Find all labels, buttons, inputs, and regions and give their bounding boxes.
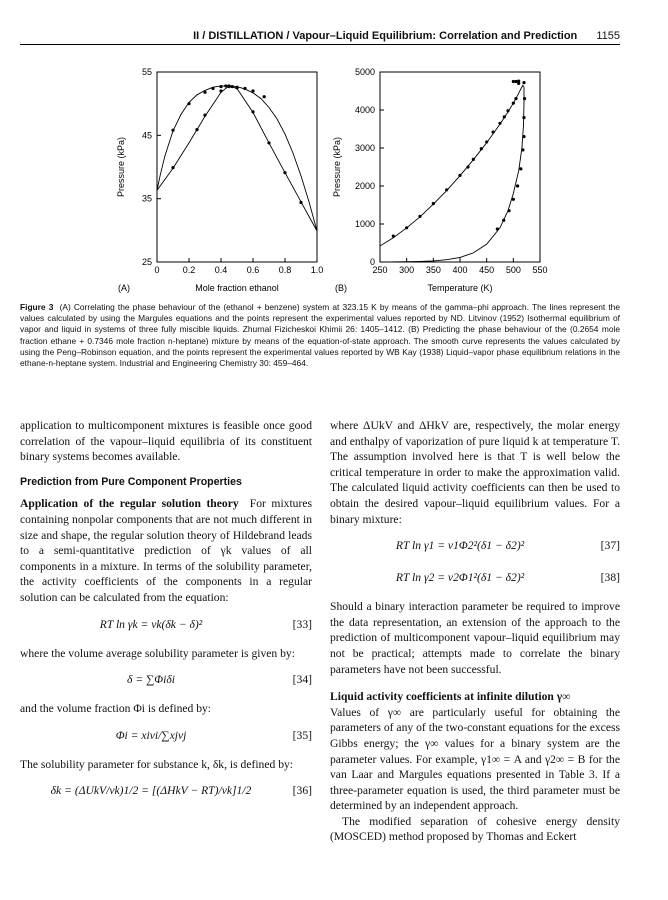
data-point	[512, 198, 515, 201]
data-point	[187, 102, 190, 105]
equation-38	[330, 567, 620, 591]
equation-34	[20, 669, 312, 693]
x-tick-label: 0	[154, 265, 160, 275]
x-tick-label: 0.8	[278, 265, 292, 275]
series-line	[157, 86, 317, 231]
x-tick-label: 0.2	[182, 265, 196, 275]
panel-b-label: (B)	[335, 283, 347, 293]
panel-a-frame	[157, 72, 317, 262]
paragraph-infinite-dilution: Values of γ∞ are particularly useful for obtaining the parameters of any of the two-constant equations for the excess Gibbs energy; the γ∞ values for a binary system are the parameter values. For example, γ1∞ = A and γ2∞ = B for the van Laar and Margules equations presented in Table 3. If a three-parameter equation is used, the third parameter must be determined by an independent approach.	[330, 705, 620, 813]
equation-35-number: [35]	[292, 728, 312, 742]
data-point	[517, 80, 520, 83]
data-point	[521, 148, 524, 151]
left-column	[20, 418, 312, 812]
data-point	[267, 141, 270, 144]
y-tick-label: 3000	[354, 143, 375, 153]
series-line	[157, 86, 317, 231]
data-point	[171, 166, 174, 169]
equation-37-expr: RT ln γ1 = ν1Φ2²(δ1 − δ2)²	[395, 539, 525, 553]
data-point	[485, 140, 488, 143]
data-point	[235, 86, 238, 89]
data-point	[263, 95, 266, 98]
data-point	[392, 235, 395, 238]
equation-35-expr: Φi = xiνi/∑xjνj	[115, 728, 187, 742]
data-point	[243, 87, 246, 90]
data-point	[514, 97, 517, 100]
data-point	[211, 87, 214, 90]
equation-37-number: [37]	[600, 539, 620, 553]
data-point	[219, 89, 222, 92]
equation-36-expr: δk = (ΔUkV/νk)1/2 = [(ΔHkV − RT)/νk]1/2	[50, 784, 252, 798]
equation-36	[20, 780, 312, 804]
paragraph-intro: application to multicomponent mixtures is feasible once good correlation of the vapour–liquid equilibria of its constituent binary systems becomes available.	[20, 419, 312, 464]
data-point	[491, 130, 494, 133]
runin-regular-solution: Application of the regular solution theory	[20, 497, 239, 511]
data-point	[171, 129, 174, 132]
data-point	[203, 91, 206, 94]
data-point	[519, 167, 522, 170]
series-line	[380, 85, 524, 262]
data-point	[466, 165, 469, 168]
panel-b-xlabel: Temperature (K)	[427, 283, 493, 293]
data-point	[502, 219, 505, 222]
equation-34-number: [34]	[292, 673, 312, 687]
data-point	[458, 174, 461, 177]
paragraph-volume-fraction: and the volume fraction Φi is defined by:	[20, 702, 212, 716]
x-tick-label: 350	[425, 265, 441, 275]
data-point	[445, 188, 448, 191]
y-tick-label: 2000	[354, 181, 375, 191]
data-point	[418, 215, 421, 218]
y-tick-label: 0	[369, 257, 375, 267]
y-tick-label: 4000	[354, 105, 375, 115]
paragraph-where-delta: where the volume average solubility parameter is given by:	[20, 646, 295, 660]
equation-34-expr: δ = ∑Φiδi	[127, 673, 175, 687]
data-point	[432, 202, 435, 205]
x-tick-label: 250	[372, 265, 388, 275]
caption-text: (A) Correlating the phase behaviour of the (ethanol + benzene) system at 323.15 K by means of the gamma–phi approach. The lines represent the values calculated by using the Margules equations and the points represent the experimental values reported by ND. Litvinov (1952) Isothermal equilibrium of vapor and liquid in systems of three fully miscible liquids. Zhurnal Fizicheskoi Khimii 26: 1405–1412. (B) Predicting the phase behaviour of the (0.2654 mole fraction ethane + 0.7346 mole fraction n-heptane) mixture by means of the equation-of-state approach. The smooth curve represents the values calculated by using the Peng–Robinson equation, and the points represent the experimental values reported by WB Kay (1938) Liquid–vapor phase equilibrium relations in the ethane-n-heptane system. Industrial and Engineering Chemistry 30: 459–464.	[20, 302, 620, 369]
data-point	[512, 102, 515, 105]
panel-a	[116, 67, 323, 293]
equation-38-number: [38]	[600, 571, 620, 585]
data-point	[299, 201, 302, 204]
y-tick-label: 45	[141, 130, 152, 141]
x-tick-label: 0.6	[246, 265, 260, 275]
equation-33-number: [33]	[292, 617, 312, 631]
data-point	[496, 227, 499, 230]
section-heading: Prediction from Pure Component Properties	[20, 475, 242, 488]
data-point	[480, 147, 483, 150]
data-point	[506, 109, 509, 112]
data-point	[522, 81, 525, 84]
data-point	[472, 158, 475, 161]
data-point	[231, 85, 234, 88]
panel-b-frame	[380, 72, 540, 262]
x-tick-label: 450	[479, 265, 495, 275]
page-number: 1155	[596, 30, 620, 42]
panel-a-ylabel: Pressure (kPa)	[116, 136, 126, 198]
x-tick-label: 300	[399, 265, 415, 275]
data-point	[522, 116, 525, 119]
data-point	[283, 171, 286, 174]
data-point	[498, 122, 501, 125]
data-point	[251, 89, 254, 92]
y-tick-label: 55	[141, 67, 152, 77]
data-point	[405, 226, 408, 229]
equation-36-number: [36]	[292, 784, 312, 798]
equation-33-expr: RT ln γk = νk(δk − δ)²	[99, 617, 203, 631]
panel-a-label: (A)	[118, 283, 130, 293]
panel-b	[332, 67, 548, 293]
data-point	[224, 84, 227, 87]
x-tick-label: 0.4	[214, 265, 228, 275]
equation-37	[330, 535, 620, 559]
data-point	[522, 135, 525, 138]
data-point	[503, 115, 506, 118]
paragraph-regular-solution: For mixtures containing nonpolar components that are not much different in size and shape, the regular solution theory of Hildebrand leads to a semi-quantitative prediction of γk values of all components in a mixture. In terms of the solubility parameter, the activity coefficients of the components in a regular solution can be calculated from the equation:	[20, 497, 312, 604]
paragraph-solubility: The solubility parameter for substance k, δk, is defined by:	[20, 757, 294, 771]
paragraph-where-u: where ΔUkV and ΔHkV are, respectively, the molar energy and enthalpy of vaporization of pure liquid k at temperature T. The assumption involved here is that T is well below the critical temperature in order to make the approximation valid. The calculated liquid activity coefficients can then be used to obtain the desired vapour–liquid equilibrium values. For a binary mixture:	[330, 419, 620, 526]
header-rule	[20, 44, 620, 45]
figure-caption	[20, 302, 620, 369]
running-header	[20, 30, 620, 42]
figure-3	[0, 60, 668, 300]
paragraph-binary: Should a binary interaction parameter be required to improve the data representation, an extension of the approach to the prediction of multicomponent vapour–liquid equilibrium may not be practical; attempts made to correlate the binary parameters have not been successful.	[330, 600, 620, 676]
caption-label: Figure 3	[20, 302, 54, 312]
data-point	[523, 97, 526, 100]
running-title: II / DISTILLATION / Vapour–Liquid Equilibrium: Correlation and Prediction	[193, 30, 578, 42]
data-point	[195, 128, 198, 131]
equation-35	[20, 725, 312, 749]
data-point	[507, 209, 510, 212]
right-column	[330, 418, 620, 845]
x-tick-label: 500	[505, 265, 521, 275]
equation-38-expr: RT ln γ2 = ν2Φ1²(δ1 − δ2)²	[395, 571, 525, 585]
data-point	[227, 85, 230, 88]
equation-33	[20, 614, 312, 638]
y-tick-label: 25	[141, 257, 152, 267]
data-point	[203, 113, 206, 116]
data-point	[251, 110, 254, 113]
panel-a-xlabel: Mole fraction ethanol	[195, 283, 279, 293]
y-tick-label: 5000	[354, 67, 375, 77]
data-point	[219, 85, 222, 88]
x-tick-label: 400	[452, 265, 468, 275]
panel-b-ylabel: Pressure (kPa)	[332, 136, 342, 198]
y-tick-label: 1000	[354, 219, 375, 229]
data-point	[516, 184, 519, 187]
y-tick-label: 35	[141, 193, 152, 204]
x-tick-label: 550	[532, 265, 548, 275]
x-tick-label: 1.0	[310, 265, 324, 275]
runin-infinite-dilution: Liquid activity coefficients at infinite dilution γ∞	[330, 690, 571, 704]
paragraph-mosced: The modified separation of cohesive energy density (MOSCED) method proposed by Thomas and Eckert	[330, 814, 620, 844]
